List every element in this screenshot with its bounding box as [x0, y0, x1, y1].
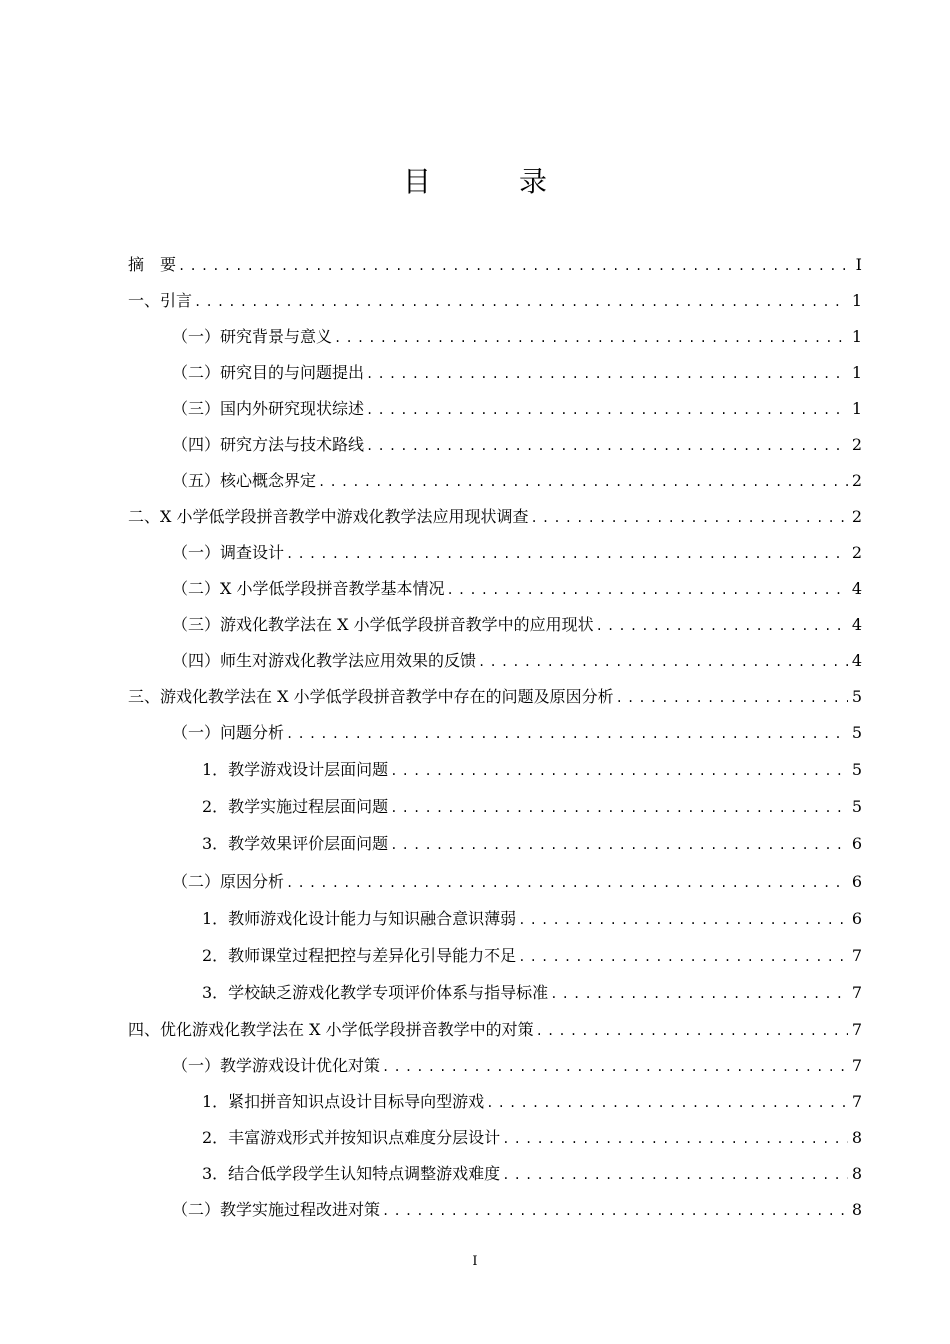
toc-entry-title: 一、引言 — [128, 291, 193, 310]
toc-entry-title: 1．教师游戏化设计能力与知识融合意识薄弱 — [202, 909, 517, 928]
toc-entry-page: 1 — [851, 291, 862, 310]
toc-entry-title: 2．丰富游戏形式并按知识点难度分层设计 — [202, 1128, 501, 1147]
toc-leader-dots — [390, 758, 848, 783]
toc-entry-page: 4 — [851, 615, 862, 634]
toc-entry-title: （一）调查设计 — [172, 543, 285, 562]
toc-entry-page: 5 — [851, 687, 862, 706]
toc-entry-page: 7 — [851, 983, 862, 1002]
toc-entry-title: 2．教师课堂过程把控与差异化引导能力不足 — [202, 946, 517, 965]
toc-entry-page: 7 — [851, 1056, 862, 1075]
toc-entry-title: 3．结合低学段学生认知特点调整游戏难度 — [202, 1164, 501, 1183]
toc-entry[interactable] — [202, 906, 862, 932]
toc-entry[interactable] — [172, 360, 862, 386]
toc-entry-page: 2 — [851, 507, 862, 526]
toc-entry-title: 二、X 小学低学段拼音教学中游戏化教学法应用现状调查 — [128, 507, 529, 526]
toc-leader-dots — [382, 1054, 848, 1079]
toc-entry[interactable] — [172, 324, 862, 350]
toc-entry[interactable] — [202, 757, 862, 783]
toc-leader-dots — [502, 1126, 848, 1151]
toc-entry[interactable] — [202, 1125, 862, 1151]
toc-entry-title: （二）X 小学低学段拼音教学基本情况 — [172, 579, 445, 598]
toc-leader-dots — [596, 613, 848, 638]
toc-entry-page: I — [855, 255, 862, 274]
toc-entry-page: 1 — [851, 399, 862, 418]
toc-entry-title: （五）核心概念界定 — [172, 471, 317, 490]
toc-entry-page: 7 — [851, 1020, 862, 1039]
toc-entry[interactable] — [128, 288, 862, 314]
toc-leader-dots — [486, 1090, 848, 1115]
toc-leader-dots — [334, 325, 848, 350]
toc-entry-page: 1 — [851, 327, 862, 346]
toc-entry[interactable] — [172, 540, 862, 566]
toc-leader-dots — [478, 649, 848, 674]
toc-entry-page: 4 — [851, 579, 862, 598]
toc-entry-title: 2．教学实施过程层面问题 — [202, 797, 389, 816]
toc-leader-dots — [550, 981, 848, 1006]
toc-leader-dots — [616, 685, 848, 710]
toc-entry-title: 3．教学效果评价层面问题 — [202, 834, 389, 853]
toc-entry[interactable] — [202, 943, 862, 969]
toc-entry-title: （二）原因分析 — [172, 872, 285, 891]
toc-entry-title: 1．紧扣拼音知识点设计目标导向型游戏 — [202, 1092, 485, 1111]
toc-entry-page: 7 — [851, 946, 862, 965]
toc-entry-page: 8 — [851, 1200, 862, 1219]
toc-entry-title: 1．教学游戏设计层面问题 — [202, 760, 389, 779]
toc-entry[interactable] — [172, 720, 862, 746]
toc-entry[interactable] — [172, 612, 862, 638]
toc-entry-page: 5 — [851, 760, 862, 779]
page-title: 目 录 — [402, 165, 577, 198]
toc-leader-dots — [502, 1162, 848, 1187]
toc-entry-title: （一）研究背景与意义 — [172, 327, 333, 346]
toc-entry-title: （一）问题分析 — [172, 723, 285, 742]
toc-entry-title: 三、游戏化教学法在 X 小学低学段拼音教学中存在的问题及原因分析 — [128, 687, 614, 706]
toc-entry[interactable] — [128, 1017, 862, 1043]
toc-entry-page: 1 — [851, 363, 862, 382]
toc-entry-page: 5 — [851, 723, 862, 742]
toc-leader-dots — [382, 1198, 848, 1223]
toc-entry-page: 8 — [851, 1128, 862, 1147]
toc-entry[interactable] — [172, 576, 862, 602]
toc-entry[interactable] — [202, 794, 862, 820]
toc-entry-page: 7 — [851, 1092, 862, 1111]
toc-entry[interactable] — [172, 1197, 862, 1223]
toc-leader-dots — [286, 721, 848, 746]
toc-entry-page: 6 — [851, 909, 862, 928]
toc-entry[interactable] — [128, 504, 862, 530]
toc-entry-title: （二）研究目的与问题提出 — [172, 363, 365, 382]
toc-leader-dots — [390, 832, 848, 857]
toc-entry[interactable] — [202, 831, 862, 857]
toc-entry-title: （四）师生对游戏化教学法应用效果的反馈 — [172, 651, 477, 670]
toc-leader-dots — [536, 1018, 848, 1043]
toc-entry-title: 3．学校缺乏游戏化教学专项评价体系与指导标准 — [202, 983, 549, 1002]
toc-leader-dots — [318, 469, 848, 494]
toc-leader-dots — [366, 361, 848, 386]
toc-entry[interactable] — [202, 1089, 862, 1115]
toc-entry-title: （一）教学游戏设计优化对策 — [172, 1056, 381, 1075]
toc-leader-dots — [446, 577, 847, 602]
toc-entry-title: 摘 要 — [128, 255, 177, 274]
toc-leader-dots — [286, 541, 848, 566]
toc-entry-page: 5 — [851, 797, 862, 816]
toc-leader-dots — [390, 795, 848, 820]
toc-entry[interactable] — [172, 432, 862, 458]
page-number: I — [472, 1254, 478, 1269]
toc-leader-dots — [366, 433, 848, 458]
toc-leader-dots — [194, 289, 848, 314]
toc-entry[interactable] — [202, 980, 862, 1006]
toc-entry-title: （二）教学实施过程改进对策 — [172, 1200, 381, 1219]
toc-entry-page: 6 — [851, 872, 862, 891]
toc-leader-dots — [518, 944, 848, 969]
toc-entry-page: 8 — [851, 1164, 862, 1183]
toc-entry[interactable] — [172, 1053, 862, 1079]
toc-leader-dots — [530, 505, 847, 530]
toc-entry[interactable] — [172, 869, 862, 895]
toc-entry-title: 四、优化游戏化教学法在 X 小学低学段拼音教学中的对策 — [128, 1020, 534, 1039]
toc-entry[interactable] — [202, 1161, 862, 1187]
toc-entry-title: （三）游戏化教学法在 X 小学低学段拼音教学中的应用现状 — [172, 615, 594, 634]
toc-leader-dots — [366, 397, 848, 422]
toc-entry-page: 2 — [851, 471, 862, 490]
toc-leader-dots — [178, 253, 852, 278]
toc-entry[interactable] — [128, 252, 862, 278]
toc-entry-page: 2 — [851, 543, 862, 562]
toc-entry[interactable] — [172, 648, 862, 674]
toc-entry-page: 6 — [851, 834, 862, 853]
toc-entry[interactable] — [172, 468, 862, 494]
toc-entry-page: 4 — [851, 651, 862, 670]
toc-leader-dots — [518, 907, 848, 932]
toc-entry[interactable] — [172, 396, 862, 422]
toc-entry-page: 2 — [851, 435, 862, 454]
toc-entry-title: （四）研究方法与技术路线 — [172, 435, 365, 454]
toc-entry[interactable] — [128, 684, 862, 710]
toc-entry-title: （三）国内外研究现状综述 — [172, 399, 365, 418]
toc-leader-dots — [286, 870, 848, 895]
